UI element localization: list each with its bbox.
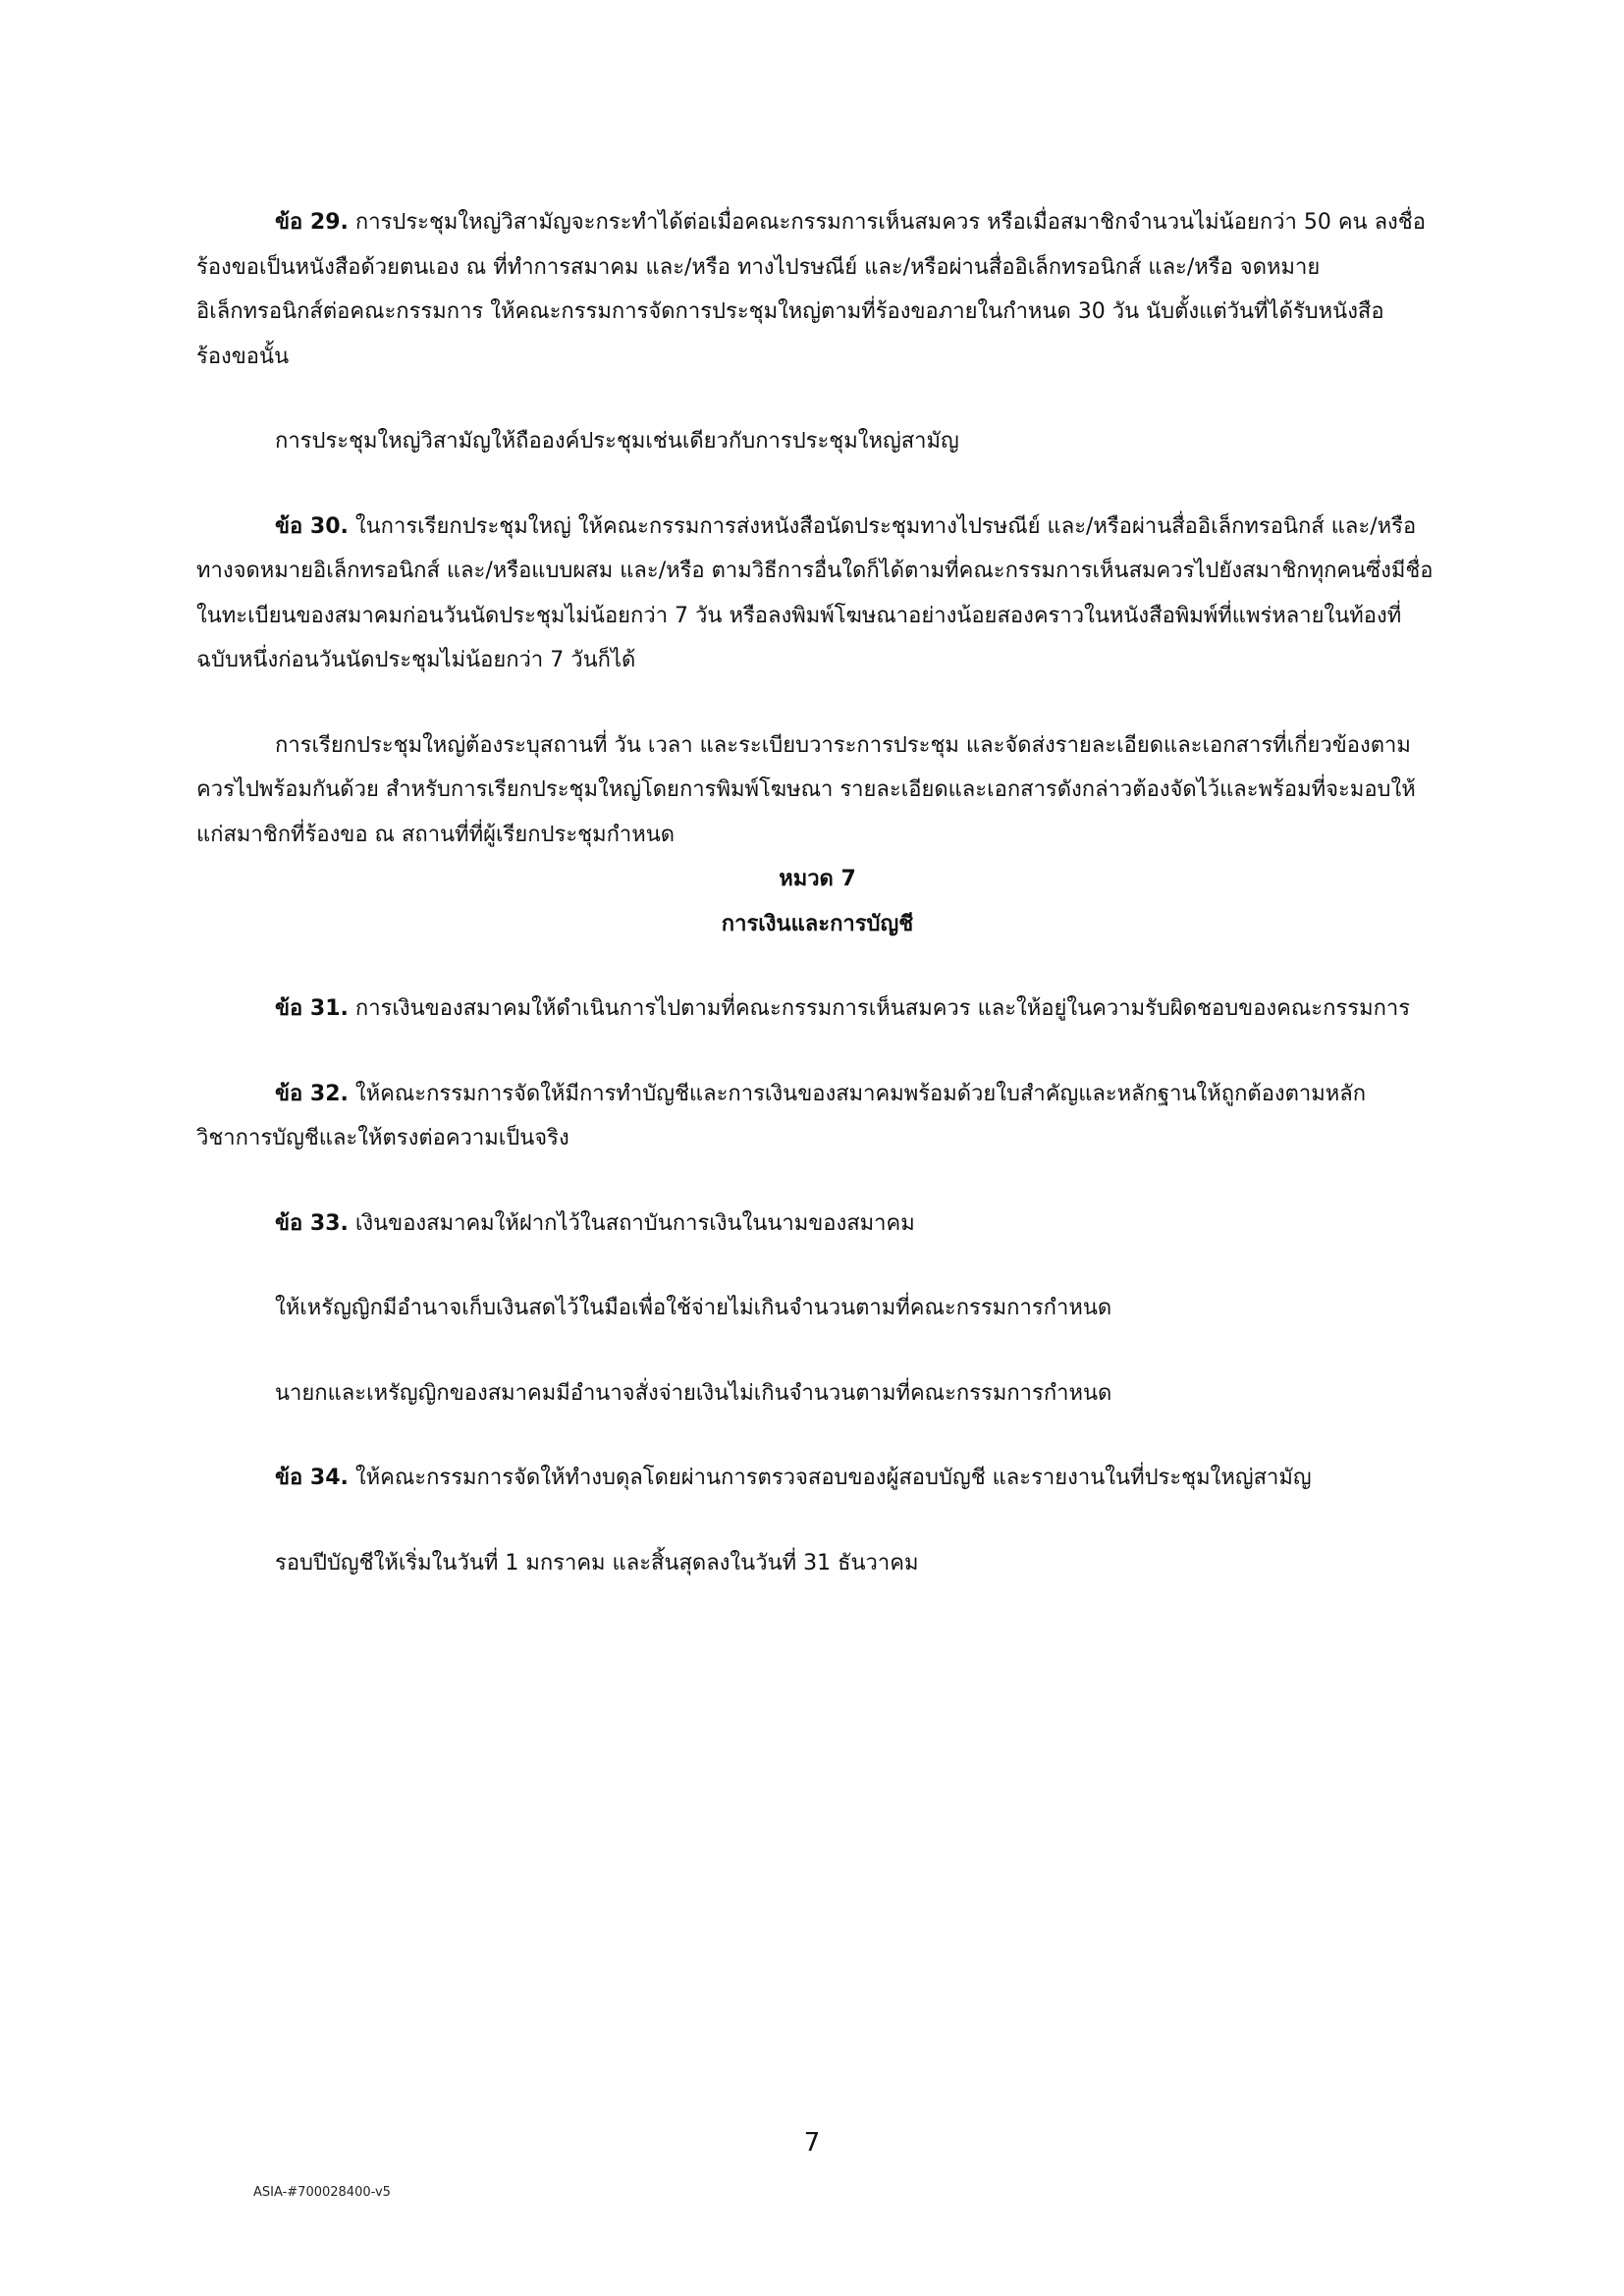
- chapter-number: หมวด 7: [779, 867, 856, 891]
- clause-34-paragraph: [196, 1456, 1438, 1501]
- clause-30-text: ในการเรียกประชุมใหญ่ ให้คณะกรรมการส่งหนังสือนัดประชุมทางไปรษณีย์ และ/หรือผ่านสื่ออิเล็กทรอนิกส์ และ/หรือ ทางจดหมายอิเล็กทรอนิกส์ และ/หรือแบบผสม และ/หรือ ตามวิธีการอื่นใดก็ได้ตามที่คณะกรรมการเห็นสมควรไปยังสมาชิกทุกคนซึ่งมีชื่อในทะเบียนของสมาคมก่อนวันนัดประชุมไม่น้อยกว่า 7 วัน หรือลงพิมพ์โฆษณาอย่างน้อยสองคราวในหนังสือพิมพ์ที่แพร่หลายในท้องที่ฉบับหนึ่งก่อนวันนัดประชุมไม่น้อยกว่า 7 วันก็ได้: [196, 513, 1434, 672]
- clause-34-text: ให้คณะกรรมการจัดให้ทำงบดุลโดยผ่านการตรวจสอบของผู้สอบบัญชี และรายงานในที่ประชุมใหญ่สามัญ: [348, 1466, 1312, 1490]
- clause-32-text: ให้คณะกรรมการจัดให้มีการทำบัญชีและการเงินของสมาคมพร้อมด้วยใบสำคัญและหลักฐานให้ถูกต้องตามหลักวิชาการบัญชีและให้ตรงต่อความเป็นจริง: [196, 1081, 1367, 1150]
- clause-33-label: ข้อ 33.: [275, 1210, 349, 1236]
- clause-32-label: ข้อ 32.: [275, 1081, 349, 1106]
- clause-33-paragraph: [196, 1201, 1438, 1247]
- clause-34-paragraph-2: รอบปีบัญชีให้เริ่มในวันที่ 1 มกราคม และสิ้นสุดลงในวันที่ 31 ธันวาคม: [275, 1550, 919, 1575]
- clause-30-label: ข้อ 30.: [275, 513, 349, 539]
- clause-34-label: ข้อ 34.: [275, 1466, 349, 1490]
- clause-33-text: เงินของสมาคมให้ฝากไว้ในสถาบันการเงินในนามของสมาคม: [348, 1210, 915, 1236]
- clause-31-label: ข้อ 31.: [275, 996, 349, 1021]
- clause-33-paragraph-3: นายกและเหรัญญิกของสมาคมมีอำนาจสั่งจ่ายเงินไม่เกินจำนวนตามที่คณะกรรมการกำหนด: [275, 1380, 1112, 1406]
- clause-31-text: การเงินของสมาคมให้ดำเนินการไปตามที่คณะกรรมการเห็นสมควร และให้อยู่ในความรับผิดชอบของคณะกรรมการ: [348, 996, 1411, 1021]
- clause-33-paragraph-2: ให้เหรัญญิกมีอำนาจเก็บเงินสดไว้ในมือเพื่อใช้จ่ายไม่เกินจำนวนตามที่คณะกรรมการกำหนด: [275, 1296, 1112, 1320]
- clause-30-paragraph: [196, 505, 1438, 683]
- clause-29-paragraph: [196, 200, 1438, 379]
- document-reference: ASIA-#700028400-v5: [253, 2185, 391, 2200]
- clause-29-paragraph-2: การประชุมใหญ่วิสามัญให้ถือองค์ประชุมเช่นเดียวกับการประชุมใหญ่สามัญ: [275, 429, 959, 454]
- clause-32-paragraph: [196, 1072, 1438, 1161]
- clause-30-paragraph-2: การเรียกประชุมใหญ่ต้องระบุสถานที่ วัน เวลา และระเบียบวาระการประชุม และจัดส่งรายละเอียดและเอกสารที่เกี่ยวข้องตามควรไปพร้อมกันด้วย สำหรับการเรียกประชุมใหญ่โดยการพิมพ์โฆษณา รายละเอียดและเอกสารดังกล่าวต้องจัดไว้และพร้อมที่จะมอบให้แก่สมาชิกที่ร้องขอ ณ สถานที่ที่ผู้เรียกประชุมกำหนด: [196, 732, 1416, 847]
- clause-29-text: การประชุมใหญ่วิสามัญจะกระทำได้ต่อเมื่อคณะกรรมการเห็นสมควร หรือเมื่อสมาชิกจำนวนไม่น้อยกว่า 50 คน ลงชื่อร้องขอเป็นหนังสือด้วยตนเอง ณ ที่ทำการสมาคม และ/หรือ ทางไปรษณีย์ และ/หรือผ่านสื่ออิเล็กทรอนิกส์ และ/หรือ จดหมายอิเล็กทรอนิกส์ต่อคณะกรรมการ ให้คณะกรรมการจัดการประชุมใหญ่ตามที่ร้องขอภายในกำหนด 30 วัน นับตั้งแต่วันที่ได้รับหนังสือร้องขอนั้น: [196, 210, 1426, 369]
- document-body: [196, 200, 1438, 1585]
- chapter-title: การเงินและการบัญชี: [721, 911, 914, 936]
- clause-29-label: ข้อ 29.: [275, 210, 349, 235]
- clause-31-paragraph: [196, 987, 1438, 1032]
- page-number: 7: [803, 2128, 821, 2158]
